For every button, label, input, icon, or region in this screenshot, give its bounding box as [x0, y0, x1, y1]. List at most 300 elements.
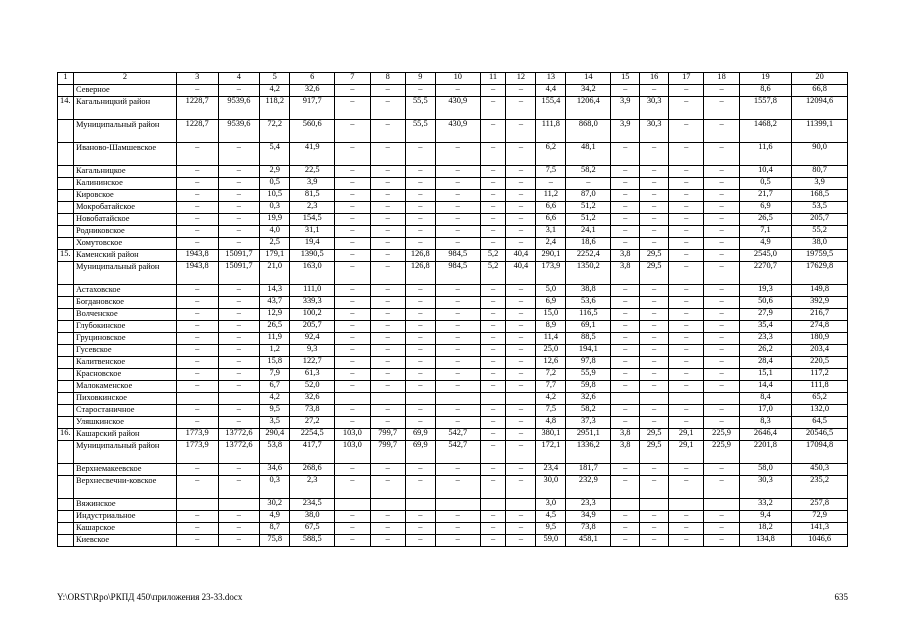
value-cell: 234,5 [290, 499, 335, 511]
value-cell [218, 393, 260, 405]
value-cell: 0,5 [260, 178, 290, 190]
value-cell: – [669, 297, 704, 309]
value-cell: – [480, 381, 506, 393]
value-cell: – [704, 178, 739, 190]
value-cell [669, 499, 704, 511]
value-cell: – [405, 285, 435, 297]
value-cell: – [335, 357, 370, 369]
value-cell: 64,5 [792, 417, 848, 429]
value-cell: – [480, 321, 506, 333]
value-cell: 30,3 [739, 476, 791, 499]
value-cell: 2951,1 [566, 429, 611, 441]
value-cell: 2201,8 [739, 441, 791, 464]
value-cell: 19759,5 [792, 250, 848, 262]
value-cell: – [640, 464, 669, 476]
value-cell: 67,5 [290, 523, 335, 535]
value-cell: 55,5 [405, 120, 435, 143]
value-cell: – [335, 85, 370, 97]
row-number-cell [58, 369, 74, 381]
value-cell: – [218, 381, 260, 393]
row-number-cell [58, 357, 74, 369]
value-cell: – [669, 405, 704, 417]
value-cell: – [176, 226, 218, 238]
value-cell: – [669, 321, 704, 333]
value-cell: – [335, 202, 370, 214]
value-cell: 30,3 [640, 97, 669, 120]
value-cell: 3,8 [611, 441, 640, 464]
value-cell: – [218, 357, 260, 369]
value-cell: – [335, 405, 370, 417]
value-cell: – [480, 511, 506, 523]
data-table [57, 72, 848, 547]
value-cell: – [405, 143, 435, 166]
value-cell: – [435, 357, 480, 369]
value-cell: – [669, 381, 704, 393]
value-cell: – [435, 381, 480, 393]
value-cell: – [480, 476, 506, 499]
value-cell: 984,5 [435, 250, 480, 262]
table-row [58, 369, 848, 381]
value-cell: – [335, 321, 370, 333]
value-cell: – [611, 190, 640, 202]
value-cell: 34,2 [566, 85, 611, 97]
value-cell: – [176, 143, 218, 166]
value-cell: – [218, 405, 260, 417]
value-cell: 205,7 [290, 321, 335, 333]
value-cell: – [640, 523, 669, 535]
value-cell: 6,9 [536, 297, 566, 309]
row-name-cell: Калитвенское [74, 357, 177, 369]
value-cell: – [611, 417, 640, 429]
value-cell: – [704, 417, 739, 429]
value-cell: 38,8 [566, 285, 611, 297]
value-cell: 155,4 [536, 97, 566, 120]
value-cell: – [669, 285, 704, 297]
row-number-cell [58, 178, 74, 190]
value-cell: 542,7 [435, 441, 480, 464]
value-cell: 380,1 [536, 429, 566, 441]
column-number-cell: 12 [506, 73, 536, 85]
value-cell: – [335, 345, 370, 357]
value-cell: – [669, 238, 704, 250]
value-cell: – [405, 405, 435, 417]
value-cell: – [335, 262, 370, 285]
value-cell: – [611, 357, 640, 369]
value-cell: – [435, 143, 480, 166]
value-cell: – [176, 405, 218, 417]
value-cell: – [506, 381, 536, 393]
value-cell: 27,9 [739, 309, 791, 321]
value-cell: 1773,9 [176, 441, 218, 464]
row-number-cell [58, 441, 74, 464]
value-cell: 37,3 [566, 417, 611, 429]
value-cell: – [176, 297, 218, 309]
value-cell: – [640, 333, 669, 345]
value-cell: 1336,2 [566, 441, 611, 464]
value-cell [480, 499, 506, 511]
row-name-cell: Северное [74, 85, 177, 97]
row-number-cell: 15. [58, 250, 74, 262]
value-cell: 2,3 [290, 202, 335, 214]
value-cell: – [611, 523, 640, 535]
row-number-cell [58, 333, 74, 345]
value-cell: 984,5 [435, 262, 480, 285]
value-cell: 4,2 [260, 85, 290, 97]
value-cell: 52,0 [290, 381, 335, 393]
value-cell: – [405, 85, 435, 97]
value-cell: 3,9 [290, 178, 335, 190]
value-cell: 29,5 [640, 429, 669, 441]
value-cell: 2270,7 [739, 262, 791, 285]
value-cell: 26,5 [739, 214, 791, 226]
value-cell: 126,8 [405, 262, 435, 285]
value-cell [611, 393, 640, 405]
value-cell: 1228,7 [176, 120, 218, 143]
value-cell: – [405, 333, 435, 345]
value-cell: – [335, 97, 370, 120]
value-cell: – [435, 369, 480, 381]
value-cell: 38,0 [792, 238, 848, 250]
value-cell: – [480, 285, 506, 297]
value-cell: 458,1 [566, 535, 611, 547]
value-cell: – [370, 309, 405, 321]
row-name-cell: Гусевское [74, 345, 177, 357]
value-cell: – [480, 309, 506, 321]
value-cell: – [370, 120, 405, 143]
value-cell: 21,0 [260, 262, 290, 285]
row-number-cell [58, 381, 74, 393]
column-number-cell: 5 [260, 73, 290, 85]
column-number-cell: 15 [611, 73, 640, 85]
value-cell: – [640, 476, 669, 499]
value-cell: – [480, 143, 506, 166]
page-number: 635 [834, 592, 848, 602]
value-cell: 51,2 [566, 202, 611, 214]
value-cell: – [480, 333, 506, 345]
row-name-cell: Кашарское [74, 523, 177, 535]
value-cell: – [640, 405, 669, 417]
value-cell: 154,5 [290, 214, 335, 226]
value-cell: 132,0 [792, 405, 848, 417]
value-cell: – [335, 297, 370, 309]
value-cell [405, 393, 435, 405]
value-cell: 8,7 [260, 523, 290, 535]
row-number-cell [58, 321, 74, 333]
value-cell: – [611, 85, 640, 97]
table-row [58, 523, 848, 535]
value-cell: – [506, 214, 536, 226]
row-name-cell: Малокаменское [74, 381, 177, 393]
value-cell: – [176, 285, 218, 297]
value-cell: – [480, 226, 506, 238]
row-name-cell: Верхнемакеевское [74, 464, 177, 476]
value-cell: 103,0 [335, 429, 370, 441]
value-cell [435, 393, 480, 405]
value-cell: – [669, 143, 704, 166]
value-cell: 1943,8 [176, 250, 218, 262]
value-cell: – [218, 535, 260, 547]
value-cell: – [176, 476, 218, 499]
value-cell: – [704, 333, 739, 345]
value-cell: – [335, 309, 370, 321]
table-row [58, 97, 848, 120]
value-cell: 290,4 [260, 429, 290, 441]
value-cell: 0,5 [739, 178, 791, 190]
value-cell: 25,0 [536, 345, 566, 357]
value-cell: 1350,2 [566, 262, 611, 285]
value-cell: – [640, 357, 669, 369]
value-cell: – [435, 190, 480, 202]
value-cell: – [435, 464, 480, 476]
value-cell: – [370, 214, 405, 226]
value-cell: 274,8 [792, 321, 848, 333]
value-cell: 23,3 [566, 499, 611, 511]
value-cell: 8,4 [739, 393, 791, 405]
row-number-cell [58, 190, 74, 202]
value-cell: – [335, 120, 370, 143]
value-cell: 4,2 [536, 393, 566, 405]
value-cell: 9,3 [290, 345, 335, 357]
value-cell: – [640, 190, 669, 202]
value-cell: – [669, 97, 704, 120]
value-cell: 430,9 [435, 120, 480, 143]
value-cell: 69,9 [405, 441, 435, 464]
value-cell: 7,7 [536, 381, 566, 393]
value-cell: 203,4 [792, 345, 848, 357]
value-cell: 1,2 [260, 345, 290, 357]
value-cell: – [611, 333, 640, 345]
value-cell: – [669, 166, 704, 178]
table-row [58, 393, 848, 405]
table-row [58, 441, 848, 464]
value-cell: – [480, 85, 506, 97]
value-cell: 4,9 [739, 238, 791, 250]
value-cell: – [370, 476, 405, 499]
value-cell: – [480, 97, 506, 120]
value-cell: 9,5 [536, 523, 566, 535]
value-cell: – [506, 464, 536, 476]
value-cell: – [506, 202, 536, 214]
value-cell: – [435, 345, 480, 357]
value-cell: – [435, 523, 480, 535]
value-cell: – [435, 405, 480, 417]
value-cell: – [669, 262, 704, 285]
table-row [58, 262, 848, 285]
value-cell: – [480, 202, 506, 214]
value-cell: – [405, 226, 435, 238]
value-cell: – [704, 120, 739, 143]
value-cell: – [335, 535, 370, 547]
table-row [58, 417, 848, 429]
value-cell: 9,5 [260, 405, 290, 417]
value-cell: – [669, 85, 704, 97]
value-cell: 2,5 [260, 238, 290, 250]
value-cell: – [218, 190, 260, 202]
value-cell: – [669, 309, 704, 321]
column-number-cell: 14 [566, 73, 611, 85]
value-cell: – [640, 226, 669, 238]
value-cell: 7,5 [536, 166, 566, 178]
value-cell: – [218, 85, 260, 97]
value-cell: – [704, 381, 739, 393]
value-cell: 72,2 [260, 120, 290, 143]
value-cell: 5,2 [480, 250, 506, 262]
value-cell: – [480, 190, 506, 202]
value-cell: 61,3 [290, 369, 335, 381]
value-cell: – [176, 202, 218, 214]
value-cell: – [218, 476, 260, 499]
value-cell: 51,2 [566, 214, 611, 226]
value-cell: 5,4 [260, 143, 290, 166]
value-cell: 180,9 [792, 333, 848, 345]
value-cell: – [640, 369, 669, 381]
value-cell: 15,1 [739, 369, 791, 381]
value-cell: 15,0 [536, 309, 566, 321]
row-name-cell: Муниципальный район [74, 441, 177, 464]
value-cell: – [176, 309, 218, 321]
row-name-cell: Иваново-Шамшевское [74, 143, 177, 166]
value-cell: – [370, 417, 405, 429]
value-cell: – [218, 369, 260, 381]
value-cell: – [176, 178, 218, 190]
value-cell: – [370, 523, 405, 535]
value-cell: 126,8 [405, 250, 435, 262]
value-cell: – [405, 511, 435, 523]
value-cell: 268,6 [290, 464, 335, 476]
value-cell: – [704, 476, 739, 499]
value-cell [218, 499, 260, 511]
row-number-cell [58, 393, 74, 405]
row-number-cell [58, 166, 74, 178]
value-cell: – [704, 309, 739, 321]
value-cell: – [669, 333, 704, 345]
value-cell [335, 393, 370, 405]
value-cell: – [335, 369, 370, 381]
row-number-cell [58, 309, 74, 321]
value-cell: – [435, 202, 480, 214]
value-cell: – [640, 297, 669, 309]
value-cell: 31,1 [290, 226, 335, 238]
row-number-cell [58, 285, 74, 297]
value-cell: 4,0 [260, 226, 290, 238]
value-cell: – [704, 214, 739, 226]
value-cell: 58,0 [739, 464, 791, 476]
value-cell: 75,8 [260, 535, 290, 547]
value-cell: – [669, 476, 704, 499]
value-cell: 32,6 [290, 85, 335, 97]
value-cell: – [704, 97, 739, 120]
value-cell: – [176, 190, 218, 202]
value-cell: 17629,8 [792, 262, 848, 285]
table-row [58, 285, 848, 297]
value-cell: – [480, 441, 506, 464]
value-cell: – [669, 178, 704, 190]
row-name-cell: Киевское [74, 535, 177, 547]
value-cell: – [611, 166, 640, 178]
column-number-cell: 8 [370, 73, 405, 85]
value-cell: – [218, 238, 260, 250]
column-number-cell: 16 [640, 73, 669, 85]
value-cell: – [640, 202, 669, 214]
value-cell: 290,1 [536, 250, 566, 262]
value-cell: 417,7 [290, 441, 335, 464]
value-cell: – [480, 405, 506, 417]
value-cell: – [704, 143, 739, 166]
value-cell: 7,1 [739, 226, 791, 238]
value-cell: – [218, 202, 260, 214]
value-cell: – [176, 345, 218, 357]
value-cell: – [435, 309, 480, 321]
row-name-cell: Груциновское [74, 333, 177, 345]
value-cell: 3,9 [792, 178, 848, 190]
value-cell: – [176, 417, 218, 429]
value-cell: 24,1 [566, 226, 611, 238]
value-cell: 430,9 [435, 97, 480, 120]
row-name-cell: Богдановское [74, 297, 177, 309]
value-cell: – [176, 214, 218, 226]
value-cell: – [218, 166, 260, 178]
value-cell: – [480, 417, 506, 429]
value-cell: – [480, 238, 506, 250]
value-cell: – [704, 226, 739, 238]
value-cell: 8,3 [739, 417, 791, 429]
value-cell: 3,1 [536, 226, 566, 238]
row-name-cell: Хомутовское [74, 238, 177, 250]
table-row [58, 535, 848, 547]
table-row [58, 309, 848, 321]
value-cell: 72,9 [792, 511, 848, 523]
value-cell: 28,4 [739, 357, 791, 369]
value-cell: 2,3 [290, 476, 335, 499]
value-cell: – [669, 120, 704, 143]
value-cell: – [218, 214, 260, 226]
value-cell: 97,8 [566, 357, 611, 369]
value-cell: – [405, 369, 435, 381]
value-cell: 12,9 [260, 309, 290, 321]
value-cell [669, 393, 704, 405]
value-cell: – [640, 511, 669, 523]
value-cell: – [704, 523, 739, 535]
row-name-cell: Кагальницкое [74, 166, 177, 178]
value-cell: 6,6 [536, 214, 566, 226]
value-cell: 917,7 [290, 97, 335, 120]
value-cell: 29,1 [669, 441, 704, 464]
column-number-cell: 19 [739, 73, 791, 85]
value-cell: 26,2 [739, 345, 791, 357]
value-cell: – [370, 511, 405, 523]
value-cell: – [435, 476, 480, 499]
value-cell: – [611, 285, 640, 297]
row-number-cell [58, 202, 74, 214]
value-cell: – [435, 178, 480, 190]
value-cell: – [176, 321, 218, 333]
row-number-cell [58, 523, 74, 535]
value-cell: 3,0 [536, 499, 566, 511]
value-cell: – [669, 417, 704, 429]
value-cell: – [405, 464, 435, 476]
value-cell: 69,9 [405, 429, 435, 441]
column-number-cell: 4 [218, 73, 260, 85]
table-row [58, 190, 848, 202]
value-cell: – [611, 202, 640, 214]
value-cell: 225,9 [704, 441, 739, 464]
value-cell: 1943,8 [176, 262, 218, 285]
value-cell: – [218, 345, 260, 357]
value-cell: 181,7 [566, 464, 611, 476]
value-cell: – [370, 226, 405, 238]
row-number-cell [58, 511, 74, 523]
value-cell: – [335, 250, 370, 262]
